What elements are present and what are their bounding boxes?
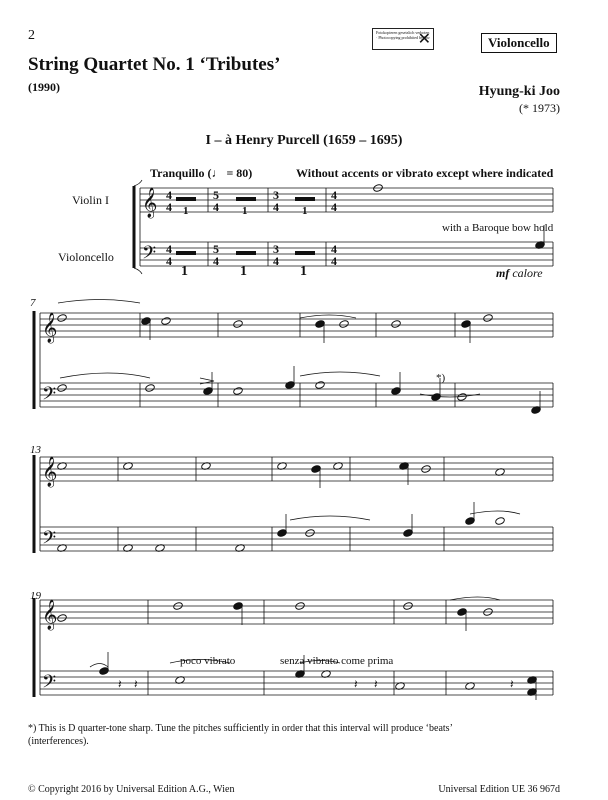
bar-number-7: 7	[30, 297, 36, 309]
svg-text:𝄽: 𝄽	[134, 677, 138, 691]
treble-clef-icon: 𝄞	[142, 188, 158, 218]
composition-year: (1990)	[28, 80, 60, 94]
bass-clef-icon: 𝄢	[42, 384, 57, 409]
rest-count-cello-3: 1	[300, 264, 307, 279]
tempo-marking: Tranquillo (♩ = 80)	[150, 166, 253, 180]
rest-count-violin-2: 1	[242, 205, 248, 217]
expression-marking: Without accents or vibrato except where indicated	[296, 166, 554, 180]
svg-text:4: 4	[213, 200, 219, 214]
svg-text:3: 3	[273, 188, 279, 202]
svg-text:4: 4	[273, 254, 279, 268]
vibrato-instruction: poco vibrato	[180, 655, 236, 667]
edition-number: Universal Edition UE 36 967d	[438, 784, 560, 795]
staff-violin-system-1	[140, 188, 553, 212]
svg-text:4: 4	[273, 200, 279, 214]
rest-count-violin-3: 1	[302, 205, 308, 217]
treble-clef-icon: 𝄞	[42, 313, 58, 343]
svg-text:4: 4	[331, 200, 337, 214]
dynamic-mf: mf	[496, 266, 510, 280]
rest-count-cello-2: 1	[240, 264, 247, 279]
svg-text:4: 4	[213, 254, 219, 268]
instrument-label-cello: Violoncello	[58, 250, 114, 264]
treble-clef-icon: 𝄞	[42, 457, 58, 487]
rest-count-cello-1: 1	[181, 264, 188, 279]
part-label: Violoncello	[481, 33, 557, 53]
svg-text:4: 4	[331, 254, 337, 268]
staff-violin-system-3	[40, 457, 553, 481]
page-number: 2	[28, 28, 35, 43]
svg-text:𝄽: 𝄽	[118, 677, 122, 691]
instrument-label-violin: Violin I	[72, 193, 109, 207]
svg-text:4: 4	[166, 254, 172, 268]
movement-title: I – à Henry Purcell (1659 – 1695)	[205, 133, 403, 148]
svg-text:𝄽: 𝄽	[510, 677, 514, 691]
senza-vibrato-instruction: senza vibrato come prima	[280, 655, 394, 667]
bar-number-13: 13	[30, 444, 41, 456]
staff-violin-system-4	[40, 600, 553, 624]
svg-text:4: 4	[166, 188, 172, 202]
svg-text:4: 4	[166, 200, 172, 214]
treble-clef-icon: 𝄞	[42, 600, 58, 630]
svg-text:4: 4	[331, 242, 337, 256]
staff-cello-system-1	[140, 242, 553, 266]
stamp-text: Fotokopieren gesetzlich verboten · Photocopying prohibited by law	[376, 30, 430, 40]
bass-clef-icon: 𝄢	[42, 672, 57, 697]
bow-instruction: with a Baroque bow hold	[442, 222, 554, 234]
svg-text:5: 5	[213, 242, 219, 256]
copyright-notice: © Copyright 2016 by Universal Edition A.G., Wien	[28, 784, 235, 795]
svg-text:5: 5	[213, 188, 219, 202]
rest-count-violin-1: 1	[183, 205, 189, 217]
no-copy-icon: ✕	[417, 29, 431, 48]
svg-text:4: 4	[166, 242, 172, 256]
footnote: *) This is D quarter-tone sharp. Tune the pitches sufficiently in order that this interval will produce ‘beats’ (interferences).	[28, 723, 453, 747]
composer-name: Hyung-ki Joo	[478, 84, 560, 99]
footnote-marker: *)	[436, 372, 446, 384]
bass-clef-icon: 𝄢	[142, 243, 157, 268]
svg-text:𝄽: 𝄽	[374, 677, 378, 691]
svg-text:3: 3	[273, 242, 279, 256]
svg-text:𝄽: 𝄽	[354, 677, 358, 691]
staff-cello-system-3	[40, 527, 553, 551]
dynamic-word: calore	[512, 266, 543, 280]
bar-number-19: 19	[30, 590, 41, 602]
staff-violin-system-2	[40, 313, 553, 337]
composer-born: (* 1973)	[519, 101, 560, 115]
page-title: String Quartet No. 1 ‘Tributes’	[28, 54, 281, 75]
svg-text:4: 4	[331, 188, 337, 202]
bass-clef-icon: 𝄢	[42, 528, 57, 553]
